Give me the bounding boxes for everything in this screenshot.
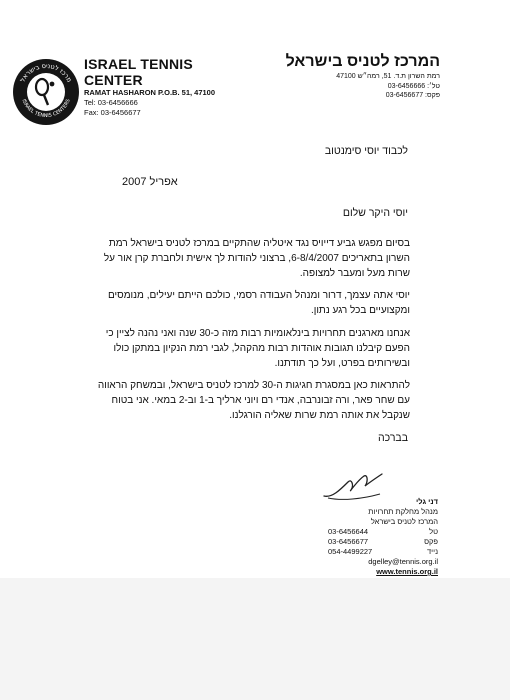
letterhead-address-he: רמת השרון ת.ד. 51, רמה״ש 47100 — [336, 73, 440, 80]
signer-tel: 03-6456644 — [328, 527, 369, 536]
letterhead-english — [84, 56, 254, 118]
signature-block — [328, 497, 438, 577]
logo-ring-text-top: מרכז לטניס בישראל — [18, 61, 74, 84]
logo-ring-text-bottom: ISRAEL TENNIS CENTERS — [20, 98, 72, 120]
signer-tel-label: טל — [429, 527, 438, 536]
letterhead-hebrew — [285, 52, 440, 101]
letterhead-tel-he: טל׳: 03-6456666 — [387, 82, 440, 90]
logo-emblem — [12, 58, 80, 126]
signer-fax-row — [328, 537, 438, 547]
letter-paragraph-3: אנחנו מארגנים תחרויות בינלאומיות רבות מזה כ-30 שנה ואני נהנה לציין כי הפעם קיבלנו תגובות אוהדות רבות מהקהל, לגבי רמת הנקיון במתקן כולו ובשירותים בפרט, ועל כך תודתנו. — [105, 328, 410, 369]
signer-name: דני גלי — [416, 497, 438, 506]
tennis-center-logo — [12, 58, 80, 126]
letterhead-title-en: ISRAEL TENNIS CENTER — [84, 56, 193, 88]
letterhead-fax-en: Fax: 03-6456677 — [84, 108, 141, 117]
signer-fax: 03-6456677 — [328, 537, 369, 546]
letter-closing: בברכה — [377, 432, 408, 444]
letterhead-address-en: RAMAT HASHARON P.O.B. 51, 47100 — [84, 88, 216, 97]
signer-organization: המרכז לטניס בישראל — [370, 517, 438, 526]
letter-greeting: יוסי היקר שלום — [342, 207, 408, 219]
signer-email: dgelley@tennis.org.il — [368, 557, 438, 566]
page-bottom-shade — [0, 578, 510, 700]
signer-role: מנהל מחלקת תחרויות — [368, 507, 438, 516]
letterhead-tel-en: Tel: 03-6456666 — [84, 98, 138, 107]
website-link[interactable]: www.tennis.org.il — [376, 567, 438, 576]
letter-paragraph-4: להתראות כאן במסגרת חגיגות ה-30 למרכז לטניס בישראל, ובמשחק הראווה עם שחר פאר, ורה זבונרבה, אנדי רם ויוני ארליך ב-1 וב-2 במאי. אני בטוח שנקבל את אותה רמת שרות שאליה הורגלנו. — [97, 380, 410, 421]
letter-date: אפריל 2007 — [122, 176, 178, 188]
signer-fax-label: פקס — [424, 537, 438, 546]
signer-mobile-label: נייד — [427, 547, 438, 556]
signer-tel-row — [328, 527, 438, 537]
letterhead-title-he: המרכז לטניס בישראל — [285, 53, 440, 70]
letterhead-fax-he: פקס: 03-6456677 — [385, 92, 440, 99]
letter-paragraph-2: יוסי אתה עצמך, דרור ומנהל העבודה רסמי, כולכם הייתם יעילים, מנומסים ומקצועיים בכל רגע נתון. — [107, 290, 410, 316]
letter-paragraph-1: בסיום מפגש גביע דייויס נגד איטליה שהתקיים במרכז לטניס בישראל רמת השרון בתאריכים 6-8/4/2007, ברצוני להודות לך אישית ולחברת קרן אור על שרות מעל ומעבר למצופה. — [103, 238, 410, 279]
signer-mobile: 054-4499227 — [328, 547, 373, 556]
letter-addressee: לכבוד יוסי סימנטוב — [324, 145, 408, 157]
signer-mobile-row — [328, 547, 438, 557]
